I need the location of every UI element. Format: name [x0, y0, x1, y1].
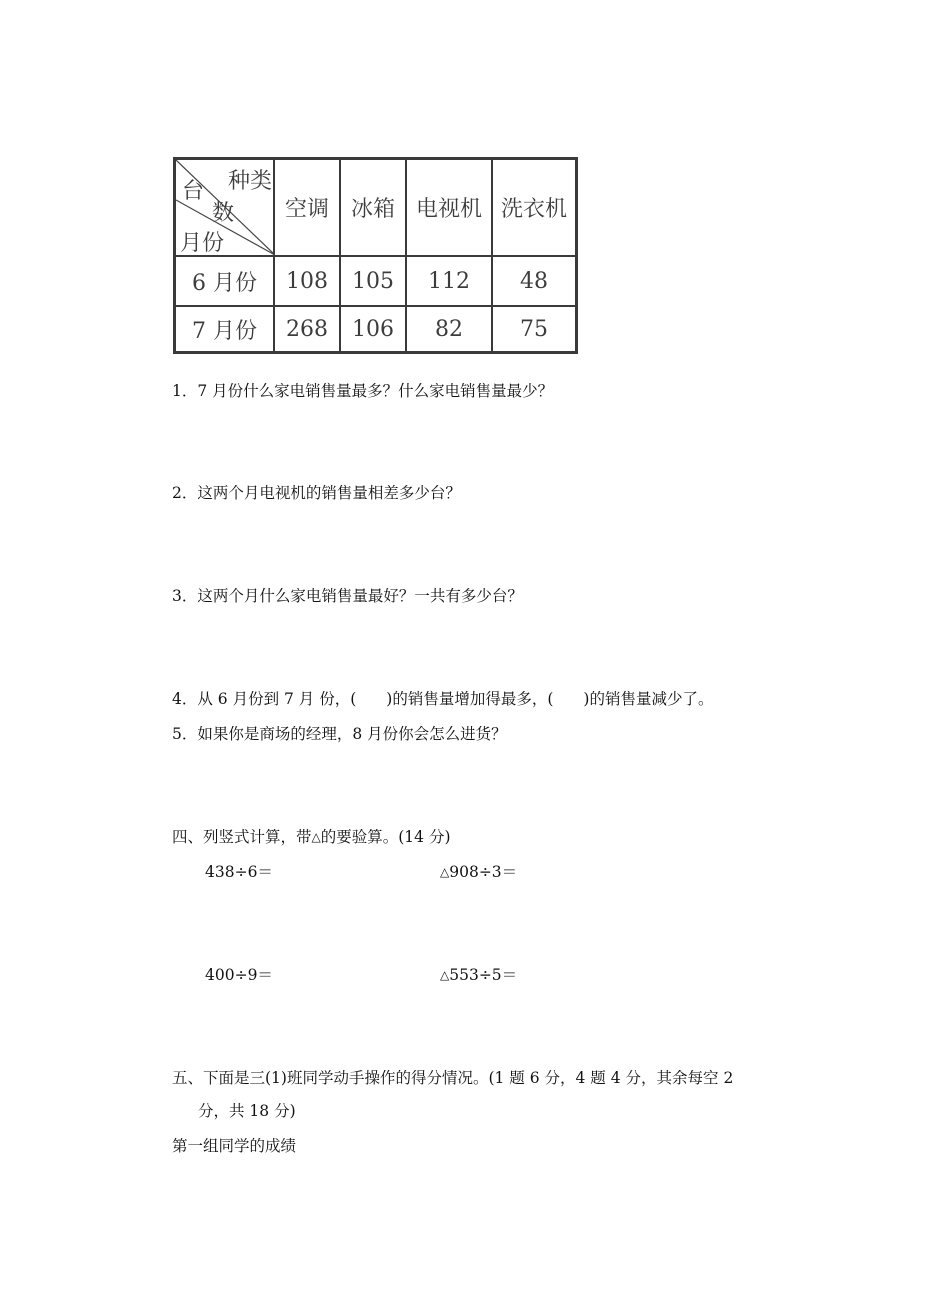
- question-text-part3: )的销售量减少了。: [583, 690, 714, 708]
- table-cell: 82: [407, 307, 493, 351]
- question-1: [172, 381, 553, 401]
- question-number: 4．: [172, 690, 198, 708]
- table-row-june: [176, 257, 575, 307]
- triangle-icon: △: [440, 968, 450, 982]
- division-expression: 908÷3＝: [449, 863, 518, 881]
- question-number: 3．: [172, 587, 198, 605]
- question-number: 5．: [172, 725, 198, 743]
- question-text: 如果你是商场的经理，8 月份你会怎么进货？: [197, 725, 507, 743]
- sales-table: [173, 157, 578, 354]
- table-cell: 105: [341, 257, 407, 305]
- header-col-ac: 空调: [275, 160, 341, 255]
- row-month-label: 6 月份: [176, 257, 275, 305]
- question-text: 这两个月什么家电销售量最好？一共有多少台？: [197, 587, 523, 605]
- table-cell: 268: [275, 307, 341, 351]
- table-cell: 112: [407, 257, 493, 305]
- section-4-title-text: 四、列竖式计算，带: [172, 828, 312, 846]
- division-expression: 438÷6＝: [205, 863, 273, 881]
- section-5-title: 五、下面是三(1)班同学动手操作的得分情况。(1 题 6 分，4 题 4 分，其余每空 2: [172, 1069, 734, 1087]
- corner-label-tai: 台: [182, 179, 205, 204]
- question-text: 7 月份什么家电销售量最多？什么家电销售量最少？: [197, 382, 554, 400]
- question-number: 2．: [172, 484, 198, 502]
- section-4-title-text: 的要验算。(14 分): [320, 828, 451, 846]
- corner-label-count: 数: [212, 201, 235, 226]
- question-text-part2: )的销售量增加得最多，(: [386, 690, 554, 708]
- table-header-row: [176, 160, 575, 257]
- question-text-part1: 从 6 月份到 7 月 份，(: [197, 690, 357, 708]
- table-cell: 75: [520, 316, 548, 342]
- division-problem: [205, 965, 273, 985]
- header-col-tv: 电视机: [407, 160, 493, 255]
- header-col-washer: 洗衣机: [500, 197, 567, 222]
- question-5: [172, 724, 507, 744]
- question-3: [172, 586, 523, 606]
- corner-label-category: 种类: [228, 169, 273, 194]
- table-row-july: [176, 307, 575, 351]
- division-problem: [440, 862, 517, 882]
- table-cell: 106: [341, 307, 407, 351]
- table-cell: 108: [275, 257, 341, 305]
- triangle-icon: △: [311, 830, 321, 844]
- row-month-label: 7 月份: [176, 307, 275, 351]
- question-2: [172, 483, 461, 503]
- header-corner-cell: [176, 160, 275, 255]
- question-text: 这两个月电视机的销售量相差多少台？: [197, 484, 461, 502]
- section-5-title-cont: 分，共 18 分): [198, 1102, 296, 1120]
- division-problem: [205, 862, 273, 882]
- section-4-title: [172, 827, 451, 847]
- question-number: 1．: [172, 382, 198, 400]
- question-4: [172, 689, 713, 709]
- corner-label-month: 月份: [180, 231, 225, 256]
- header-col-fridge: 冰箱: [341, 160, 407, 255]
- division-expression: 400÷9＝: [205, 966, 273, 984]
- triangle-icon: △: [440, 865, 450, 879]
- division-problem: [440, 965, 517, 985]
- division-expression: 553÷5＝: [449, 966, 518, 984]
- table-cell: 48: [520, 268, 548, 294]
- section-5-subtitle: 第一组同学的成绩: [172, 1137, 297, 1155]
